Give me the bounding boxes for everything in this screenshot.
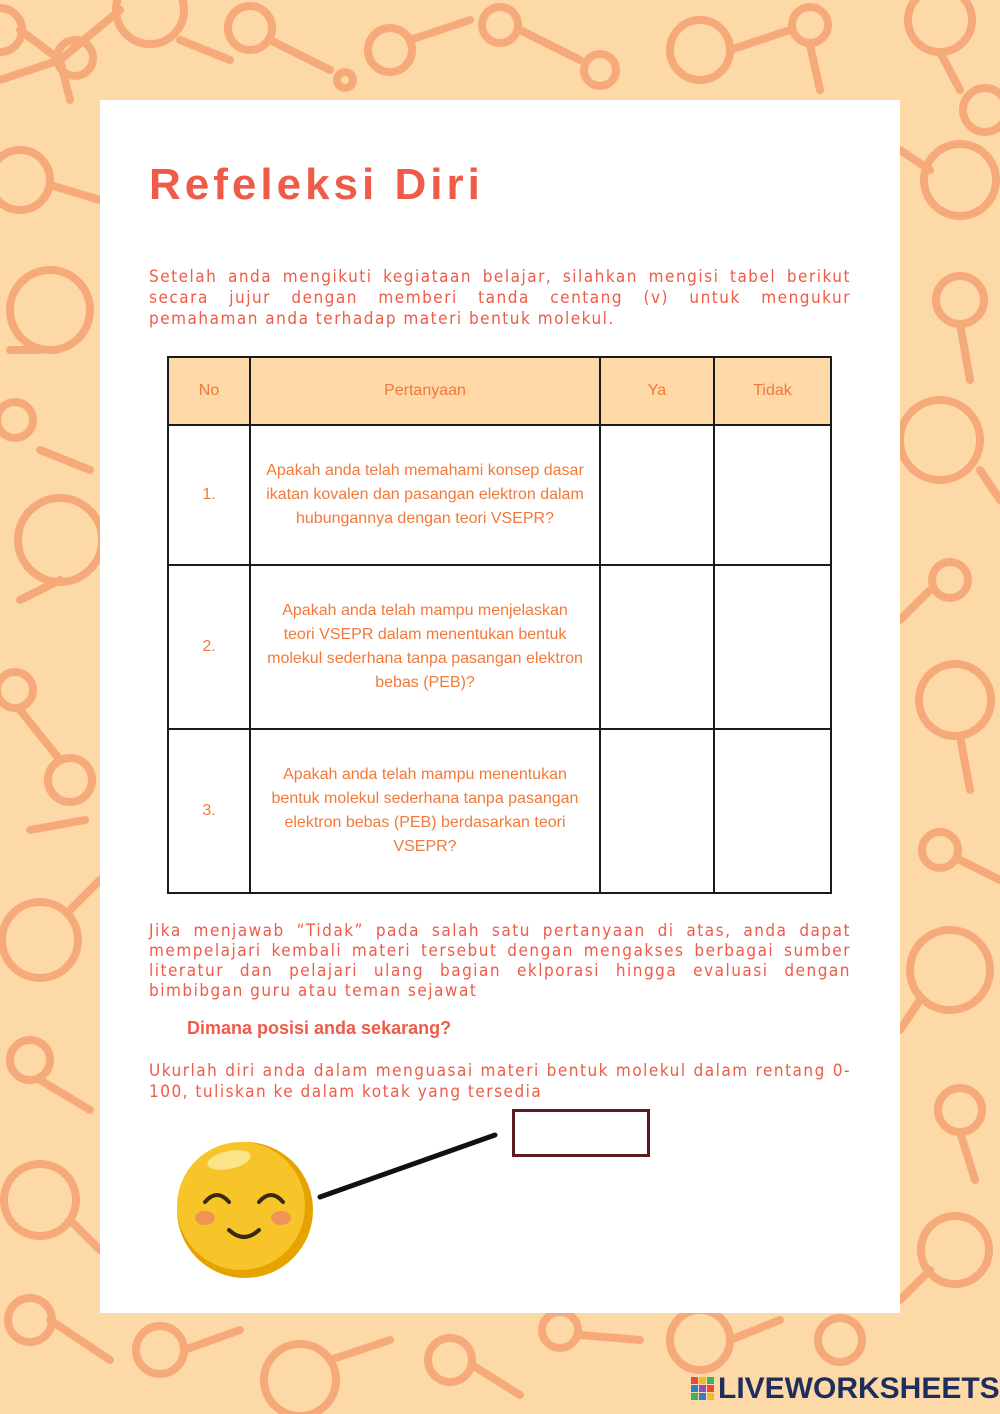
header-pertanyaan: Pertanyaan	[250, 357, 600, 425]
brand-name: LIVEWORKSHEETS	[718, 1372, 1000, 1405]
score-input-box[interactable]	[512, 1109, 650, 1157]
liveworksheets-logo-icon	[690, 1376, 716, 1402]
table-header-row	[168, 357, 831, 425]
answer-tidak-cell[interactable]	[714, 729, 831, 893]
smiley-emoji-icon	[173, 1138, 317, 1282]
reflection-table	[167, 356, 832, 894]
measure-instruction: Ukurlah diri anda dalam menguasai materi bentuk molekul dalam rentang 0-100, tuliskan ke dalam kotak yang tersedia	[149, 1061, 851, 1102]
row-number: 1.	[168, 425, 250, 565]
table-row	[168, 425, 831, 565]
connector-line	[315, 1130, 515, 1205]
answer-tidak-cell[interactable]	[714, 565, 831, 729]
question-text: Apakah anda telah memahami konsep dasar ikatan kovalen dan pasangan elektron dalam hubungannya dengan teori VSEPR?	[250, 425, 600, 565]
answer-ya-cell[interactable]	[600, 729, 714, 893]
header-no: No	[168, 357, 250, 425]
question-text: Apakah anda telah mampu menjelaskan teori VSEPR dalam menentukan bentuk molekul sederhana tanpa pasangan elektron bebas (PEB)?	[250, 565, 600, 729]
worksheet-card	[100, 100, 900, 1313]
header-ya: Ya	[600, 357, 714, 425]
answer-ya-cell[interactable]	[600, 565, 714, 729]
question-text: Apakah anda telah mampu menentukan bentuk molekul sederhana tanpa pasangan elektron bebas (PEB) berdasarkan teori VSEPR?	[250, 729, 600, 893]
intro-paragraph: Setelah anda mengikuti kegiataan belajar, silahkan mengisi tabel berikut secara jujur dengan memberi tanda centang (v) untuk mengukur pemahaman anda terhadap materi bentuk molekul.	[149, 267, 851, 329]
header-tidak: Tidak	[714, 357, 831, 425]
table-row	[168, 565, 831, 729]
liveworksheets-brand	[690, 1372, 1000, 1406]
answer-tidak-cell[interactable]	[714, 425, 831, 565]
page-title: Refeleksi Diri	[149, 160, 484, 209]
row-number: 2.	[168, 565, 250, 729]
row-number: 3.	[168, 729, 250, 893]
table-row	[168, 729, 831, 893]
answer-ya-cell[interactable]	[600, 425, 714, 565]
position-question-heading: Dimana posisi anda sekarang?	[187, 1018, 452, 1038]
followup-paragraph: Jika menjawab “Tidak” pada salah satu pertanyaan di atas, anda dapat mempelajari kembali materi tersebut dengan mengakses berbagai sumber literatur dan pelajari ulang bagian eklporasi hingga evaluasi dengan bimbibgan guru atau teman sejawat	[149, 921, 851, 1001]
